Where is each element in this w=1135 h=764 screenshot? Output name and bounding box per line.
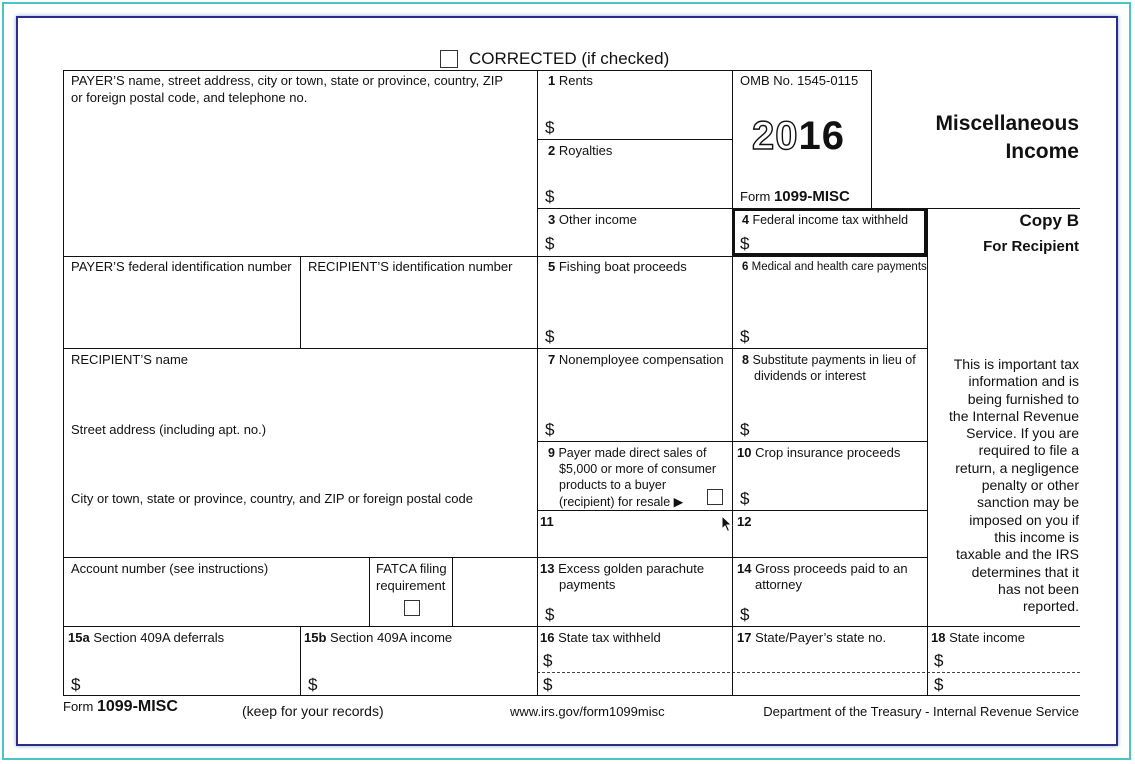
box15b-label: 15b Section 409A income [304,630,453,645]
notice-line: This is important tax [953,356,1079,372]
copy-sub: For Recipient [983,238,1079,255]
box14-label-2: attorney [755,577,802,592]
footer-form-prefix: Form [63,699,94,714]
grid-line [732,70,733,696]
box4-dollar: $ [740,234,750,253]
payer-fed-id-label: PAYER’S federal identification number [71,259,292,274]
box9-label: 9 Payer made direct sales of [548,446,707,460]
box14-dollar: $ [740,605,750,624]
box1-dollar: $ [545,118,555,137]
notice-line: required to file a [978,442,1079,459]
box1-label: 1 Rents [548,73,593,88]
corrected-label: CORRECTED (if checked) [469,49,670,68]
box13-label-2: payments [559,577,616,592]
grid-line [452,557,453,627]
notice-line: penalty or other [981,477,1079,494]
grid-line [300,626,301,696]
recipient-id-label: RECIPIENT’S identification number [308,259,513,274]
box18-dollar-2: $ [934,675,944,694]
box16-dollar-2: $ [543,675,553,694]
box18-dollar-1: $ [934,651,944,670]
box8-label: 8 Substitute payments in lieu of [742,353,916,367]
notice-line: imposed on you if [969,511,1079,528]
notice-line: taxable and the IRS [956,546,1079,563]
grid-line [537,139,732,140]
footer-form-id [63,699,178,715]
grid-line [63,70,64,696]
notice-line: information and is [968,373,1079,390]
box6-label: 6 Medical and health care payments [742,261,927,273]
notice-line: being furnished to [967,390,1079,407]
box9-checkbox[interactable] [707,489,723,505]
footer-form-name: 1099-MISC [96,698,178,715]
footer-keep: (keep for your records) [242,703,384,719]
notice-line: this income is [994,528,1079,545]
street-address-label: Street address (including apt. no.) [71,422,267,437]
box17-label: 17 State/Payer’s state no. [737,630,887,645]
box18-label: 18 State income [931,630,1025,645]
footer-url[interactable]: www.irs.gov/form1099misc [510,704,665,719]
fatca-label-2: requirement [376,578,446,593]
grid-line [369,557,370,627]
box8-label-2: dividends or interest [754,369,866,383]
box9-label-2: $5,000 or more of consumer [559,462,717,476]
payer-name-label-1: PAYER’S name, street address, city or town, state or province, country, ZIP [71,73,504,88]
mouse-cursor-icon [721,515,733,533]
tax-year [752,116,845,156]
year-solid: 16 [798,114,845,158]
grid-line [63,348,927,349]
box4-label: 4 Federal income tax withheld [742,213,909,227]
box11-label: 11 [540,514,554,529]
notice-line: has not been [998,580,1079,597]
box6-dollar: $ [740,327,750,346]
year-outline: 20 [752,114,799,158]
notice-line: reported. [1022,598,1079,615]
grid-line [871,70,872,209]
form-title-line2: Income [1005,140,1079,163]
box2-dollar: $ [545,187,555,206]
box9-label-4: (recipient) for resale ▶ [559,495,684,509]
box10-dollar: $ [740,489,750,508]
box16-label: 16 State tax withheld [540,630,661,645]
corrected-checkbox[interactable] [440,50,458,68]
footer-dept: Department of the Treasury - Internal Revenue Service [763,704,1079,719]
box5-dollar: $ [545,327,555,346]
box16-dollar-1: $ [543,651,553,670]
box15a-label: 15a Section 409A deferrals [68,630,225,645]
form-id [740,189,850,205]
box3-label: 3 Other income [548,212,637,227]
copy-label: Copy B [1019,211,1079,230]
notice-line: return, a negligence [955,459,1079,476]
payer-name-label-2: or foreign postal code, and telephone no. [71,90,308,105]
grid-line [63,70,871,71]
grid-line [537,70,538,696]
box13-dollar: $ [545,605,555,624]
grid-line [300,256,301,349]
fatca-checkbox[interactable] [404,600,420,616]
box2-label: 2 Royalties [548,143,613,158]
recipient-name-label: RECIPIENT’S name [71,352,189,367]
form-title-line1: Miscellaneous [935,112,1079,135]
box5-label: 5 Fishing boat proceeds [548,259,687,274]
grid-line [927,208,928,696]
box8-dollar: $ [740,420,750,439]
dashed-line [537,672,1080,673]
notice-line: determines that it [971,563,1079,580]
grid-line [63,256,927,257]
important-notice [949,356,1079,615]
notice-line: sanction may be [977,494,1079,511]
box7-dollar: $ [545,420,555,439]
box7-label: 7 Nonemployee compensation [548,352,724,367]
box10-label: 10 Crop insurance proceeds [737,445,901,460]
box15b-dollar: $ [308,675,318,694]
grid-line [63,557,927,558]
notice-line: Service. If you are [966,425,1079,442]
box9-label-3: products to a buyer [559,478,667,492]
notice-line: the Internal Revenue [949,407,1079,424]
box13-label: 13 Excess golden parachute [540,561,705,576]
city-label: City or town, state or province, country, and ZIP or foreign postal code [71,491,473,506]
box15a-dollar: $ [71,675,81,694]
box3-dollar: $ [545,234,555,253]
account-number-label: Account number (see instructions) [71,561,269,576]
omb-number: OMB No. 1545-0115 [740,73,859,88]
fatca-label-1: FATCA filing [376,561,447,576]
box14-label: 14 Gross proceeds paid to an [737,561,908,576]
box12-label: 12 [737,514,752,529]
form-prefix: Form [740,189,771,204]
form-name: 1099-MISC [773,188,850,205]
